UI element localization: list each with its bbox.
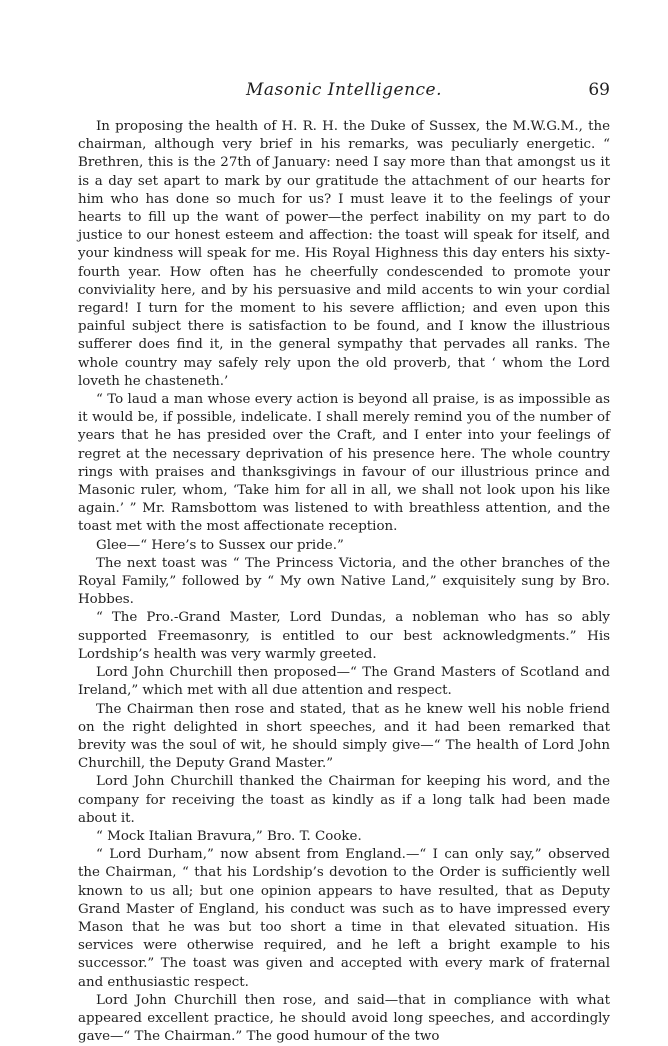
paragraph: The next toast was “ The Princess Victoria, and the other branches of the Royal Family,” followed by “ My own Native Land,” exquisitely sung by Bro. Hobbes. <box>78 555 610 608</box>
running-title: Masonic Intelligence. <box>245 80 443 100</box>
paragraph: “ Mock Italian Bravura,” Bro. T. Cooke. <box>96 828 362 844</box>
paragraph: “ The Pro.-Grand Master, Lord Dundas, a nobleman who has so ably supported Freemasonry, is entitled to our best acknowledgments.” His Lordship’s health was very warmly greeted. <box>78 610 610 662</box>
paragraph: “ To laud a man whose every action is beyond all praise, is as impossible as it would be, if possible, indelicate. I shall merely remind you of the number of years that he has presided over the Craft, and I enter into your feelings of regret at the necessary deprivation of his presence here. The whole country rings with praises and thanksgivings in favour of our illustrious prince and Masonic ruler, whom, ‘Take him for all in all, we shall not look upon his like again.’ ” Mr. Ramsbottom was listened to with breathless attention, and the toast met with the most affectionate reception. <box>78 392 610 535</box>
paragraph: The Chairman then rose and stated, that as he knew well his noble friend on the right delighted in short speeches, and it had been remarked that brevity was the soul of wit, he should simply give—“ The health of Lord John Churchill, the Deputy Grand Master.” <box>78 701 610 772</box>
paragraph: “ Lord Durham,” now absent from England.—“ I can only say,” observed the Chairman, “ that his Lordship’s devotion to the Order is sufficiently well known to us all; but one opinion appears to have resulted, that as Deputy Grand Master of England, his conduct was such as to have impressed every Mason that he was but too short a time in that elevated situation. His services were otherwise required, and he left a bright example to his successor.” The toast was given and accepted with every mark of fraternal and enthusiastic respect. <box>78 847 610 990</box>
paragraph: Lord John Churchill then proposed—“ The Grand Masters of Scotland and Ireland,” which met with all due attention and respect. <box>78 665 610 699</box>
running-head <box>78 80 610 104</box>
paragraph: In proposing the health of H. R. H. the Duke of Sussex, the M.W.G.M., the chairman, although very brief in his remarks, was peculiarly energetic. “ Brethren, this is the 27th of January: need I say more than that amongst us it is a day set apart to mark by our gratitude the attachment of our hearts for him who has done so much for us? I must leave it to the feelings of your hearts to fill up the want of power—the perfect inability on my part to do justice to our honest esteem and affection: the toast will speak for itself, and your kindness will speak for me. His Royal Highness this day enters his sixty-fourth year. How often has he cheerfully condescended to promote your conviviality here, and by his persuasive and mild accents to win your cordial regard! I turn for the moment to his severe affliction; and even upon this painful subject there is satisfaction to be found, and I know the illustrious sufferer does find it, in the general sympathy that pervades all ranks. The whole country may safely rely upon the old proverb, that ‘ whom the Lord loveth he chasteneth.’ <box>78 119 610 389</box>
page-number: 69 <box>588 80 610 100</box>
paragraph: Lord John Churchill then rose, and said—that in compliance with what appeared excellent practice, he should avoid long speeches, and accordingly gave—“ The Chairman.” The good humour of the two <box>78 992 610 1045</box>
body-text <box>78 118 610 1046</box>
paragraph: Glee—“ Here’s to Sussex our pride.” <box>96 537 344 553</box>
paragraph: Lord John Churchill thanked the Chairman for keeping his word, and the company for receiving the toast as kindly as if a long talk had been made about it. <box>78 774 610 826</box>
